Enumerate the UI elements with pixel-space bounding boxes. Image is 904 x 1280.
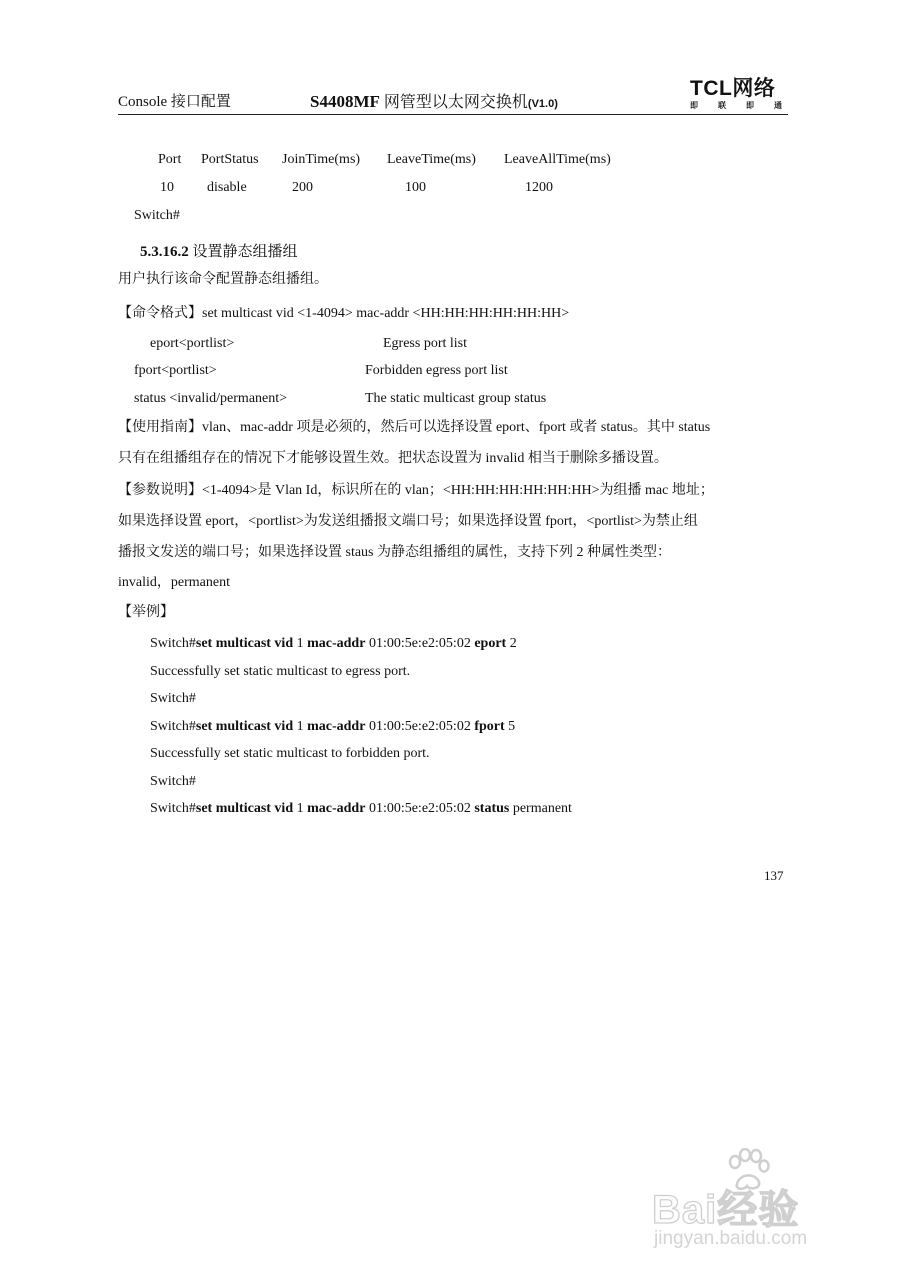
cmd-value: 01:00:5e:e2:05:02 — [365, 801, 475, 816]
param-desc-eport: Egress port list — [383, 336, 467, 351]
param-desc-label: 【参数说明】 — [118, 483, 202, 498]
table-header-port: Port — [158, 152, 182, 167]
cmd-keyword: status — [474, 801, 510, 816]
cmd-value: 01:00:5e:e2:05:02 — [365, 636, 475, 651]
cmd-value: permanent — [509, 801, 572, 816]
table-header-portstatus: PortStatus — [201, 152, 259, 167]
section-intro: 用户执行该命令配置静态组播组。 — [118, 272, 328, 287]
cmd-value: 1 — [293, 719, 308, 734]
header-version: (V1.0) — [527, 98, 558, 110]
table-cell-status: disable — [207, 180, 247, 195]
command-format-label: 【命令格式】 — [118, 306, 202, 321]
section-heading — [140, 245, 298, 260]
cmd-keyword: fport — [474, 719, 505, 734]
param-desc-line-2: 如果选择设置 eport，<portlist>为发送组播报文端口号；如果选择设置 fport，<portlist>为禁止组 — [118, 514, 698, 529]
param-desc-line-4: invalid，permanent — [118, 575, 230, 590]
tcl-logo — [690, 78, 786, 108]
example-command-1 — [150, 637, 517, 651]
usage-guide-label: 【使用指南】 — [118, 420, 202, 435]
section-number: 5.3.16.2 — [140, 244, 189, 260]
usage-guide-line-2: 只有在组播组存在的情况下才能够设置生效。把状态设置为 invalid 相当于删除多播设置。 — [118, 451, 668, 466]
logo-slogan — [690, 100, 782, 111]
cmd-keyword: eport — [474, 636, 507, 651]
logo-slogan-char: 联 — [718, 101, 726, 110]
logo-slogan-char: 即 — [690, 101, 698, 110]
cmd-prompt: Switch# — [150, 719, 196, 734]
param-name-fport: fport<portlist> — [134, 363, 217, 378]
example-prompt-2: Switch# — [150, 774, 196, 789]
cmd-keyword: set multicast vid — [195, 801, 294, 816]
page-number: 137 — [764, 868, 784, 883]
logo-main-text: TCL网络 — [690, 77, 776, 100]
cmd-keyword: set multicast vid — [195, 636, 294, 651]
header-product: 网管型以太网交换机 — [379, 94, 528, 111]
command-syntax: set multicast vid <1-4094> mac-addr <HH:HH:HH:HH:HH:HH> — [202, 306, 570, 321]
header-model: S4408MF — [310, 92, 380, 111]
table-header-leavealltime: LeaveAllTime(ms) — [504, 152, 611, 167]
section-title: 设置静态组播组 — [188, 244, 298, 260]
param-desc-line-1 — [118, 484, 714, 498]
cmd-keyword: mac-addr — [307, 719, 366, 734]
param-desc-status: The static multicast group status — [365, 391, 547, 406]
param-desc-text-1: <1-4094>是 Vlan Id，标识所在的 vlan；<HH:HH:HH:HH:HH:HH>为组播 mac 地址； — [202, 483, 714, 498]
command-format-line — [118, 307, 569, 321]
example-response-2: Successfully set static multicast to forbidden port. — [150, 746, 430, 761]
header-product-title — [310, 93, 558, 111]
usage-guide-text-1: vlan、mac-addr 项是必须的，然后可以选择设置 eport、fport 或者 status。其中 status — [202, 420, 711, 435]
baidu-watermark — [642, 1138, 872, 1258]
cmd-prompt: Switch# — [150, 636, 196, 651]
param-name-status: status <invalid/permanent> — [134, 391, 288, 406]
watermark-url: jingyan.baidu.com — [654, 1228, 808, 1249]
example-response-1: Successfully set static multicast to egress port. — [150, 664, 411, 679]
cmd-keyword: set multicast vid — [195, 719, 294, 734]
param-desc-fport: Forbidden egress port list — [365, 363, 508, 378]
example-prompt-1: Switch# — [150, 691, 196, 706]
cmd-value: 5 — [504, 719, 516, 734]
watermark-brand: Bai经验 — [652, 1188, 800, 1232]
cmd-keyword: mac-addr — [307, 801, 366, 816]
example-label: 【举例】 — [118, 605, 174, 620]
logo-slogan-char: 通 — [774, 101, 782, 110]
param-name-eport: eport<portlist> — [150, 336, 235, 351]
table-cell-leavetime: 100 — [405, 180, 426, 195]
table-header-leavetime: LeaveTime(ms) — [387, 152, 476, 167]
cmd-value: 1 — [293, 636, 308, 651]
cmd-value: 1 — [293, 801, 308, 816]
cmd-keyword: mac-addr — [307, 636, 366, 651]
example-command-3 — [150, 802, 572, 816]
cmd-value: 01:00:5e:e2:05:02 — [365, 719, 475, 734]
usage-guide-line-1 — [118, 421, 710, 435]
cmd-value: 2 — [506, 636, 517, 651]
table-cell-port: 10 — [160, 180, 174, 195]
logo-slogan-char: 即 — [746, 101, 754, 110]
header-section-title: Console 接口配置 — [118, 94, 231, 110]
switch-prompt: Switch# — [134, 208, 180, 223]
table-header-jointime: JoinTime(ms) — [282, 152, 361, 167]
table-cell-leavealltime: 1200 — [525, 180, 553, 195]
header-divider — [118, 114, 788, 115]
example-command-2 — [150, 720, 515, 734]
table-cell-jointime: 200 — [292, 180, 313, 195]
cmd-prompt: Switch# — [150, 801, 196, 816]
param-desc-line-3: 播报文发送的端口号；如果选择设置 staus 为静态组播组的属性，支持下列 2 种属性类型： — [118, 545, 671, 560]
